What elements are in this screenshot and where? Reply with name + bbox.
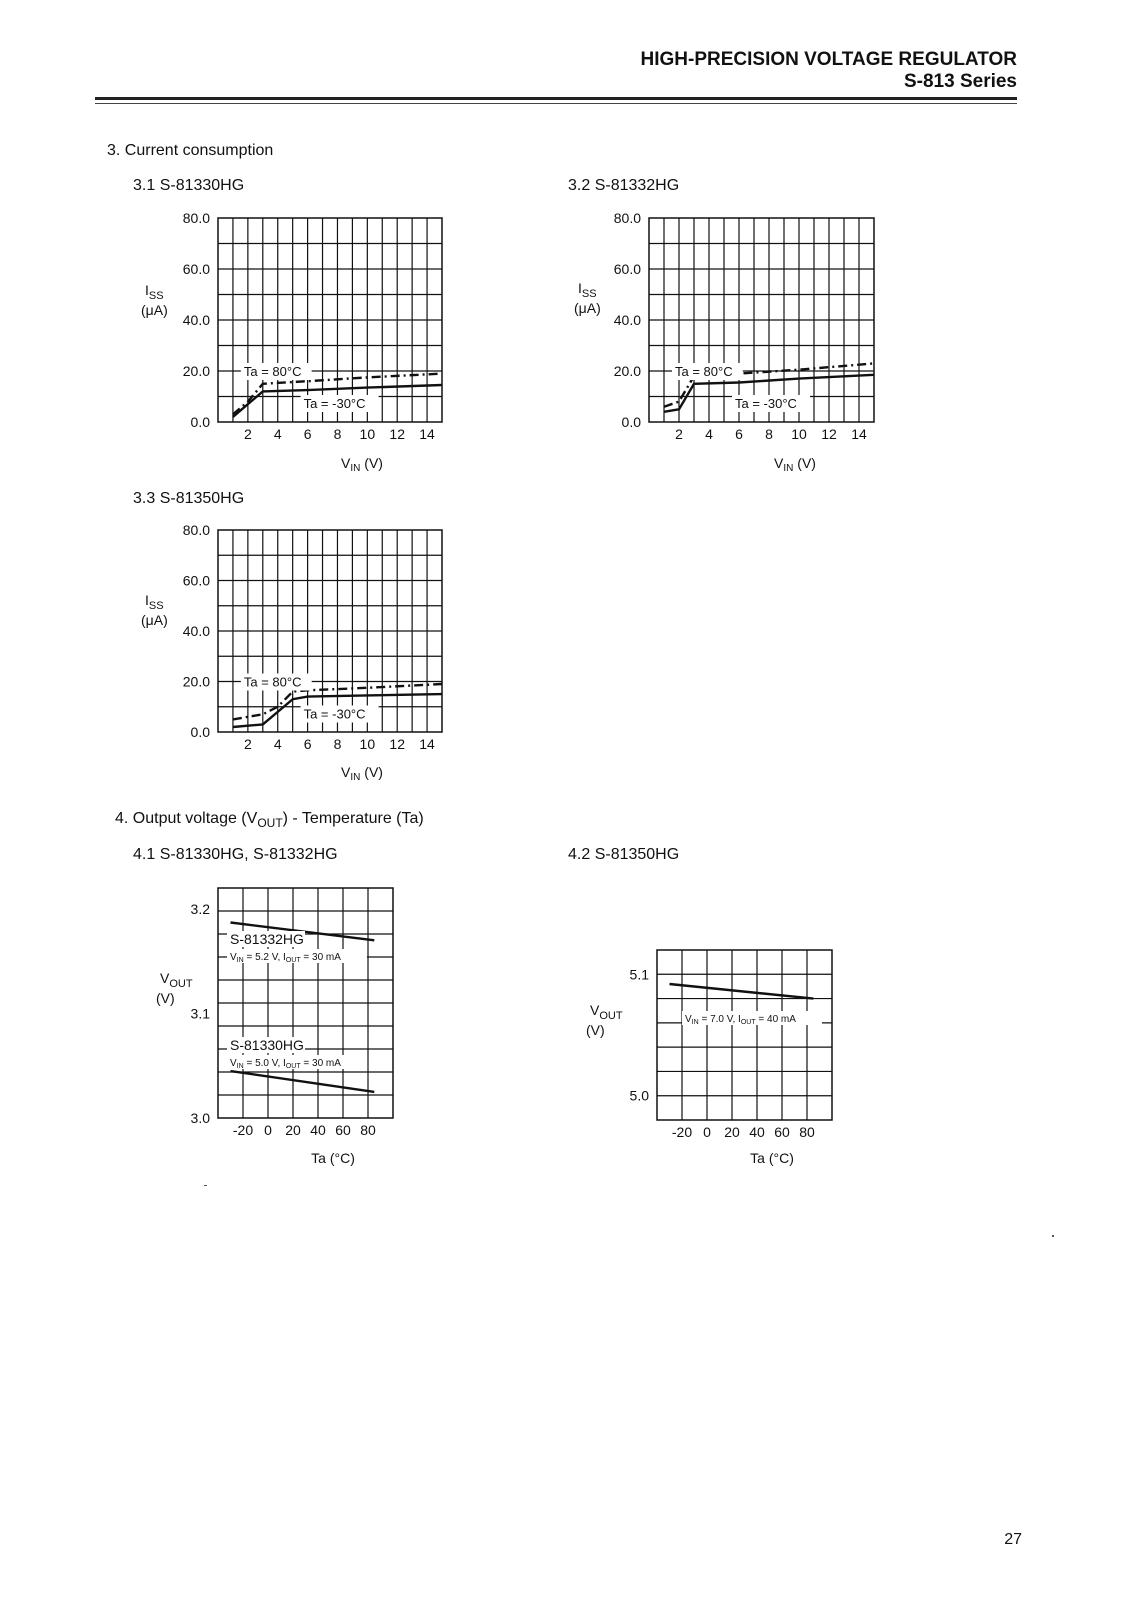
y-axis-label-sub: SS (148, 600, 164, 612)
y-axis-label-sub: SS (148, 290, 164, 302)
section-4-heading-sub: OUT (257, 816, 283, 831)
chart-c31 (141, 210, 442, 474)
section-4-2-heading: 4.2 S-81350HG (568, 846, 680, 863)
condition-sub: IN (236, 957, 244, 964)
x-axis-label-unit: (V) (793, 455, 816, 471)
y-tick-label: 20.0 (182, 363, 210, 379)
x-tick-label: 6 (303, 736, 312, 752)
condition-text: = 40 mA (755, 1014, 796, 1025)
x-tick-label: 4 (273, 736, 282, 752)
y-tick-label: 40.0 (613, 312, 641, 328)
legend-label-80c: Ta = 80°C (675, 364, 733, 379)
x-axis-label-sub: IN (350, 463, 361, 474)
x-tick-label: 12 (389, 736, 405, 752)
chart-c42 (586, 950, 832, 1166)
x-tick-label: -20 (671, 1124, 693, 1140)
condition-label-1 (230, 1058, 341, 1070)
y-tick-label: 20.0 (613, 363, 641, 379)
condition-text: = 30 mA (300, 1058, 341, 1069)
condition-text: = 5.0 V, I (243, 1058, 286, 1069)
x-tick-label: 60 (774, 1124, 790, 1140)
condition-text: V (230, 952, 237, 963)
y-tick-label: 3.0 (190, 1110, 210, 1126)
y-tick-label: 0.0 (190, 724, 210, 740)
condition-text: V (685, 1014, 692, 1025)
condition-sub: IN (236, 1063, 244, 1070)
y-tick-label: 3.2 (190, 900, 210, 917)
y-axis-unit: (V) (586, 1022, 605, 1038)
x-tick-label: 10 (359, 426, 376, 442)
y-axis-label-sub: SS (581, 288, 597, 300)
chart-c32 (574, 210, 874, 474)
x-tick-label: 12 (389, 426, 405, 442)
y-axis-label-sub: OUT (599, 1010, 623, 1022)
chart-c33 (141, 522, 442, 783)
x-tick-label: 0 (703, 1124, 711, 1140)
x-tick-label: 8 (765, 426, 773, 442)
condition-sub: OUT (285, 1063, 301, 1070)
x-axis-label (311, 1150, 355, 1166)
section-4-heading-tail: ) - Temperature (Ta) (282, 810, 424, 827)
x-tick-label: 14 (851, 426, 867, 442)
condition-sub: OUT (285, 957, 301, 964)
x-tick-label: 0 (264, 1122, 272, 1138)
y-axis-label-main: I (145, 282, 149, 298)
x-axis-label (341, 764, 383, 783)
y-axis-label-main: V (590, 1002, 600, 1018)
scan-speck (1052, 1235, 1054, 1237)
x-tick-label: -20 (232, 1122, 254, 1138)
x-tick-label: 80 (799, 1124, 815, 1140)
condition-text: = 5.2 V, I (243, 952, 286, 963)
section-3-3-heading: 3.3 S-81350HG (133, 490, 245, 507)
y-tick-label: 0.0 (621, 414, 641, 430)
y-tick-label: 20.0 (182, 673, 210, 690)
y-tick-label: 5.1 (629, 966, 649, 983)
y-tick-label: 80.0 (182, 522, 210, 538)
condition-label-0 (685, 1014, 796, 1026)
y-axis-label (590, 1002, 623, 1022)
section-4-1-heading: 4.1 S-81330HG, S-81332HG (133, 846, 338, 863)
condition-text: V (230, 1058, 237, 1069)
y-axis-unit: (V) (156, 990, 175, 1006)
series-line-0 (670, 984, 814, 999)
x-tick-label: 2 (243, 736, 252, 752)
legend-label-minus30c: Ta = -30°C (303, 396, 366, 411)
page-number: 27 (1004, 1531, 1022, 1548)
y-axis-unit: (μA) (141, 612, 168, 628)
x-tick-label: 40 (310, 1122, 326, 1138)
section-3-2-heading: 3.2 S-81332HG (568, 177, 680, 194)
y-tick-label: 60.0 (182, 572, 210, 589)
y-tick-label: 40.0 (182, 312, 210, 328)
x-tick-label: 4 (705, 426, 713, 442)
x-axis-label-unit: (V) (360, 764, 383, 780)
y-tick-label: 80.0 (182, 210, 210, 226)
x-tick-label: 20 (285, 1122, 301, 1138)
legend-label-80c: Ta = 80°C (243, 364, 302, 379)
document-title: HIGH-PRECISION VOLTAGE REGULATOR (640, 49, 1017, 70)
chart-c41 (156, 888, 393, 1166)
x-tick-label: 60 (335, 1122, 351, 1138)
section-3-1-heading: 3.1 S-81330HG (133, 177, 245, 194)
y-axis-unit: (μA) (141, 302, 168, 318)
x-tick-label: 4 (273, 426, 282, 442)
x-axis-label-main: V (774, 455, 784, 471)
x-axis-label-sub: IN (783, 463, 794, 474)
x-tick-label: 14 (419, 426, 435, 442)
x-axis-label (341, 455, 383, 474)
x-tick-label: 6 (303, 426, 312, 442)
x-tick-label: 10 (791, 426, 807, 442)
x-tick-label: 8 (333, 736, 342, 752)
legend-label-minus30c: Ta = -30°C (303, 706, 366, 722)
x-tick-label: 6 (735, 426, 743, 442)
y-axis-label (578, 280, 597, 300)
y-axis-label-main: I (578, 280, 582, 296)
y-tick-label: 80.0 (613, 210, 641, 226)
series-line-1 (231, 1071, 375, 1092)
x-axis-label (750, 1150, 794, 1166)
x-tick-label: 40 (749, 1124, 765, 1140)
condition-label-0 (230, 952, 341, 964)
x-tick-label: 10 (359, 736, 376, 752)
x-axis-label-main: Ta (°C) (750, 1150, 794, 1166)
legend-label-minus30c: Ta = -30°C (735, 396, 797, 411)
legend-label-80c: Ta = 80°C (243, 674, 302, 690)
series-label-0: S-81332HG (230, 931, 304, 947)
x-tick-label: 2 (243, 426, 252, 442)
document-series: S-813 Series (903, 71, 1017, 92)
y-tick-label: 3.1 (190, 1005, 210, 1022)
x-axis-label-unit: (V) (360, 455, 383, 471)
x-tick-label: 12 (821, 426, 837, 442)
scan-speck (204, 1185, 207, 1186)
x-tick-label: 2 (675, 426, 683, 442)
y-tick-label: 40.0 (182, 623, 210, 639)
condition-text: = 30 mA (300, 952, 341, 963)
x-axis-label-sub: IN (350, 772, 361, 783)
series-label-1: S-81330HG (230, 1037, 304, 1053)
x-tick-label: 14 (419, 736, 435, 752)
y-axis-label-main: V (160, 970, 170, 986)
y-axis-label (160, 970, 193, 990)
x-axis-label-main: Ta (°C) (311, 1150, 355, 1166)
condition-text: = 7.0 V, I (698, 1014, 741, 1025)
x-tick-label: 20 (724, 1124, 740, 1140)
y-axis-label (145, 592, 164, 612)
y-tick-label: 60.0 (613, 261, 641, 277)
y-axis-label (145, 282, 164, 302)
y-tick-label: 0.0 (190, 414, 210, 430)
y-axis-label-sub: OUT (169, 978, 193, 990)
y-tick-label: 60.0 (182, 261, 210, 277)
x-tick-label: 8 (333, 426, 342, 442)
y-axis-unit: (μA) (574, 300, 601, 316)
x-axis-label-main: V (341, 455, 351, 471)
x-axis-label (774, 455, 816, 474)
section-4-heading-text: 4. Output voltage (V (115, 810, 258, 827)
y-axis-label-main: I (145, 592, 149, 608)
x-tick-label: 80 (360, 1122, 376, 1138)
condition-sub: OUT (740, 1019, 756, 1026)
condition-sub: IN (691, 1019, 699, 1026)
section-3-heading: 3. Current consumption (107, 142, 274, 159)
plot-frame (657, 950, 832, 1120)
x-axis-label-main: V (341, 764, 351, 780)
y-tick-label: 5.0 (629, 1087, 649, 1104)
